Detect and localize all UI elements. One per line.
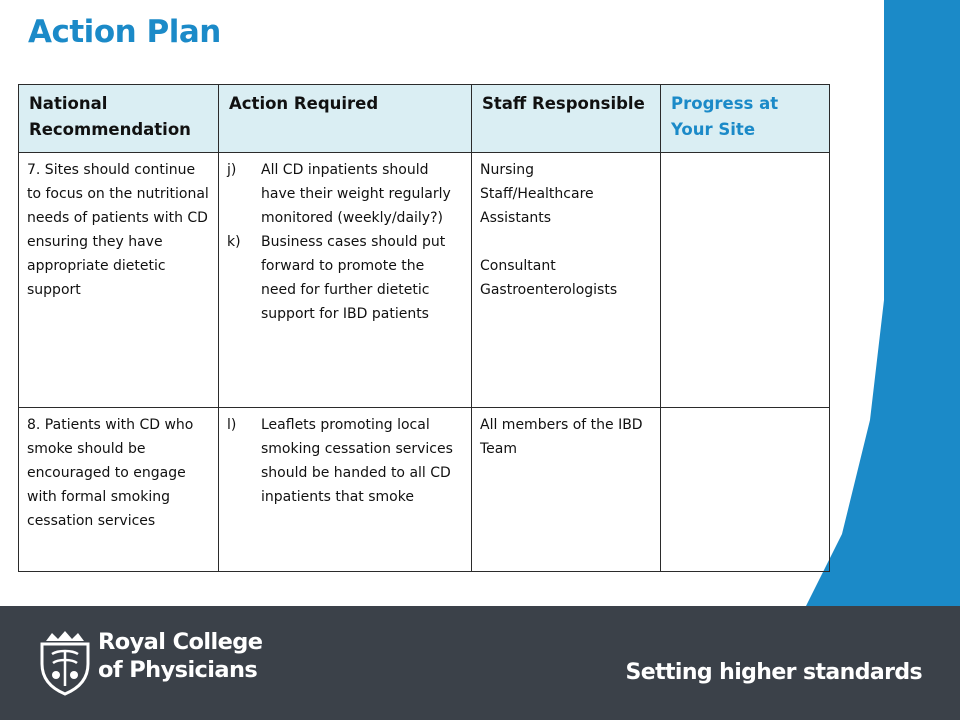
action-item <box>227 230 463 326</box>
page-title: Action Plan <box>28 14 221 50</box>
action-cell <box>219 153 472 408</box>
action-plan-table <box>18 84 830 572</box>
action-text: All CD inpatients should have their weight regularly monitored (weekly/daily?) <box>261 162 451 226</box>
action-letter: j) <box>227 162 237 178</box>
table-row <box>19 153 830 408</box>
rcp-crest-icon <box>36 630 94 696</box>
progress-cell[interactable] <box>661 153 830 408</box>
header-progress: Progress at Your Site <box>661 85 830 153</box>
org-name-line1: Royal College <box>98 629 263 655</box>
table-header-row <box>19 85 830 153</box>
recommendation-cell: 7. Sites should continue to focus on the nutritional needs of patients with CD ensuring they have appropriate dietetic support <box>19 153 219 408</box>
progress-cell[interactable] <box>661 408 830 572</box>
action-item <box>227 413 463 509</box>
action-text: Leaflets promoting local smoking cessation services should be handed to all CD inpatients that smoke <box>261 417 453 505</box>
tagline: Setting higher standards <box>625 660 922 685</box>
action-cell <box>219 408 472 572</box>
staff-entry: Consultant Gastroenterologists <box>480 258 618 298</box>
org-name-line2: of Physicians <box>98 657 258 683</box>
header-staff-responsible: Staff Responsible <box>472 85 661 153</box>
staff-entry: Nursing Staff/Healthcare Assistants <box>480 162 594 226</box>
staff-cell <box>472 153 661 408</box>
header-national-recommendation: National Recommendation <box>19 85 219 153</box>
header-action-required: Action Required <box>219 85 472 153</box>
org-name <box>98 628 262 684</box>
action-letter: l) <box>227 417 237 433</box>
action-letter: k) <box>227 234 241 250</box>
action-item <box>227 158 463 230</box>
table-row <box>19 408 830 572</box>
staff-entry: All members of the IBD Team <box>480 417 643 457</box>
recommendation-cell: 8. Patients with CD who smoke should be encouraged to engage with formal smoking cessation services <box>19 408 219 572</box>
staff-cell <box>472 408 661 572</box>
action-text: Business cases should put forward to promote the need for further dietetic support for IBD patients <box>261 234 446 322</box>
